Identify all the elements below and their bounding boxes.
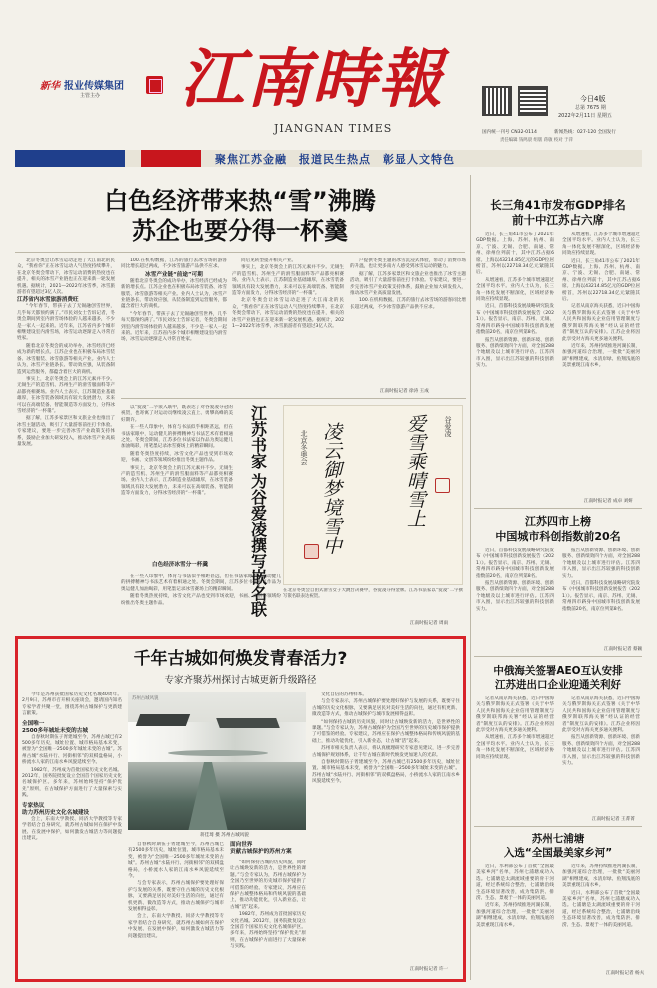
cn-code: 国内统一刊号 CN32-0114 <box>482 130 537 135</box>
masthead <box>0 0 657 150</box>
paragraph: 随着冬奥热度持续，冰雪文化产品也受到市场欢迎，书画、文创等领域纷纷推出冬奥主题作品。 <box>121 594 281 606</box>
paragraph: 自春秋时期伍子胥建城至今，苏州古城已有2500多年历史，城址位置、城市格局基本未变，被誉为“全国唯一2500多年城址未变的古城”。苏州古城“水陆并行、河街相邻”的双棋盘格局，小桥流水人家的江南水乡风貌延续至今。 <box>128 842 224 880</box>
paragraph: 近日，水利部公布了首批“全国最美家乡河”名单，苏州七浦塘成功入选。七浦塘是太湖流域重要的骨干河道，经过系统综合整治，七浦塘沿线生态环境显著改善，成为集防洪、排涝、生态、景观于一体的美丽河道。 <box>562 890 640 928</box>
paragraph: 近日，首都科技发展战略研究院发布《中国城市科技创新发展报告（2021）》。报告显示，南京、苏州、无锡、常州四市跻身中国城市科技创新发展指数前20名，南京位列第8名。 <box>476 548 554 579</box>
seal-icon <box>146 76 163 94</box>
paragraph: 报告从创新资源、创新环境、创新服务、创新绩效四个方面，对全国288个地级及以上城市进行评估。江苏四市入围，显示出江苏较强的科技创新实力。 <box>562 548 640 579</box>
lead-byline: 江南时报记者 徐涛 王成 <box>380 389 429 394</box>
right-bottom-title-1: 苏州七浦塘 <box>531 833 585 845</box>
paragraph: 记者从南京海关获悉，近日中国海关与俄罗斯海关正式签署《关于中华人民共和国海关企业信用管理制度与俄罗斯联邦海关署“经认证的经营者”制度互认的安排》。江苏企业将因此享受对方海关更多通关便利。 <box>562 696 640 734</box>
right-top-byline: 江南时报记者 成卓 刘妍 <box>584 499 633 504</box>
section-subhead: 江苏省内冰雪旅游消费旺 <box>17 297 79 304</box>
newspaper-title: 江南時報 <box>180 42 444 117</box>
right-mid-title-1: 江苏四市上榜 <box>525 515 591 528</box>
feature-subtitle: 专家齐聚苏州探讨古城更新升级路径 <box>164 675 317 686</box>
paragraph: 1982年，苏州成为首批国家历史文化名城。2012年，国务院批复设立全国首个国家历史文化名城保护区。多年来，苏州始终坚持“保护优先”原则，在古城保护方面进行了大量探索与实践。 <box>22 767 122 799</box>
lead-title-line1: 白色经济带来热“雪”沸腾 <box>104 187 376 215</box>
feature-col-3 <box>230 860 306 976</box>
paragraph: “今年春节，带孩子去了无锡融创雪世界，几乎每天都预约满了。”市民刘女士告诉记者，冬奥会期间到室内滑雪场体验的人越来越多，不少是一家人一起来的。近年来，江苏省内多个城市相继建设室内滑雪场，冰雪运动逐渐走入寻常百姓家。 <box>17 304 115 342</box>
paragraph: “如何保持古城的历史风貌，同时让古城焕发新的活力，是世界性的课题。”与会专家认为，苏州古城保护为全国乃至世界的历史城市保护提供了可借鉴的经验。专家建议，苏州应在保护古城整体格局和传统风貌的基础上，推动功能优化，引入新业态，让古城“活”起来。 <box>312 719 460 744</box>
seal-stamp-icon <box>435 478 450 493</box>
paragraph: 记者从南京海关获悉，近日中国海关与俄罗斯海关正式签署《关于中华人民共和国海关企业信用管理制度与俄罗斯联邦海关署“经认证的经营者”制度互认的安排》。江苏企业将因此享受对方海关更多通关便利。 <box>476 696 554 734</box>
paragraph: 据了解，江苏多家景区和文旅企业也推出了冰雪主题活动，吸引了大量游客前往打卡体验。专家建议，要进一步完善冰雪产业政策支持体系，鼓励企业加大研发投入，推动冰雪产业高质量发展。 <box>17 416 115 447</box>
issue-number: 总第 7675 期 <box>575 105 606 111</box>
lead-col-1 <box>17 258 115 638</box>
feature-col-2 <box>128 842 224 976</box>
paragraph: 近日，水利部公布了首批“全国最美家乡河”名单，苏州七浦塘成功入选。七浦塘是太湖流域重要的骨干河道，经过系统综合整治，七浦塘沿线生态环境显著改善，成为集防洪、排涝、生态、景观于一体的美丽河道。 <box>476 864 554 902</box>
paragraph: 今年是苏州获批国家历史文化名城40周年。2月9日，苏州市召开相关座谈会，邀请国内知名专家学者共聚一堂，围绕苏州古城保护与更新建言献策。 <box>22 692 122 717</box>
section-subhead: 助力苏州历史文化名城建设 <box>22 809 90 816</box>
paragraph: “今年春节，带孩子去了无锡融创雪世界，几乎每天都预约满了。”市民刘女士告诉记者，冬奥会期间到室内滑雪场体验的人越来越多，不少是一家人一起来的。近年来，江苏省内多个城市相继建设室内滑雪场，冰雪运动逐渐走入寻常百姓家。 <box>121 311 227 343</box>
right-bottom-col-a <box>476 864 554 976</box>
qr-code-icon <box>518 86 548 116</box>
right-low-title-2: 江苏进出口企业迎通关利好 <box>495 679 621 691</box>
inscription-left: 北京冬奥会 <box>300 430 308 465</box>
paragraph: 苏州市相关负责人表示，将认真梳理研究专家意见建议，进一步完善古城保护规划体系，让千年古城在新时代焕发更加迷人的光彩。 <box>312 746 460 758</box>
poem-column-right: 爱雪乘晴雪上 <box>404 414 426 528</box>
calligraphy-body-2 <box>121 574 281 634</box>
photo-label: 苏州古城风貌 <box>132 696 159 701</box>
paragraph: 户提供冬奥主题的冰雪沉浸式体验，带动了消费市场的升温，也让更多南方人感受到冰雪运动的魅力。 <box>350 258 466 270</box>
paragraph: 近年来，苏州持续推进河湖长制，加强河道综合治理，一批批“美丽河湖”相继建成，水清岸绿、鱼翔浅底的美景重现江南水乡。 <box>562 864 640 889</box>
paragraph: 会上，东南大学教授、同济大学教授等专家学者结合自身研究，就苏州古城如何在保护中发展、在发展中保护，如何激发古城活力等问题提出建议。 <box>128 914 224 939</box>
newspaper-subtitle: JIANGNAN TIMES <box>274 122 393 135</box>
paragraph: 100.在机构数据，江苏的旅行去冰雪场的游客同比增长超过两成，不少冰雪旅游产品供不应求。 <box>350 298 466 310</box>
paragraph: 近年来，苏州持续推进河湖长制，加强河道综合治理，一批批“美丽河湖”相继建成，水清岸绿、鱼翔浅底的美景重现江南水乡。 <box>562 343 640 369</box>
paragraph: 自春秋时期伍子胥建城至今，苏州古城已有2500多年历史，城址位置、城市格局基本未变，被誉为“全国唯一2500多年城址未变的古城”。苏州古城“水陆并行、河街相邻”的双棋盘格局，小桥流水人家的江南水乡风貌延续至今。 <box>312 760 460 785</box>
right-mid-col-a <box>476 548 554 652</box>
group-prefix: 新华 <box>40 81 60 92</box>
feature-col3-head <box>230 842 306 856</box>
calligraphy-subhead: 白色经济冰雪分一杯羹 <box>152 562 208 568</box>
paragraph: 报告从创新资源、创新环境、创新服务、创新绩效四个方面，对全国288个地级及以上城市进行评估。江苏四市入围，显示出江苏较强的科技创新实力。 <box>562 735 640 767</box>
paragraph: 与会专家表示，苏州古城保护要处理好保护与发展的关系，既要守住古城的历史文化根脉，又要满足居民对美好生活的向往，通过有机更新、微改造等方式，推动古城保护与城市发展相得益彰。 <box>312 699 460 718</box>
lead-col-2 <box>121 258 227 398</box>
paragraph: 会上，东南大学教授、同济大学教授等专家学者结合自身研究，就苏州古城如何在保护中发展、在发展中保护，如何激发古城活力等问题提出建议。 <box>22 816 122 841</box>
paragraph: 与会专家表示，苏州古城保护要处理好保护与发展的关系，既要守住古城的历史文化根脉，又要满足居民对美好生活的向往，通过有机更新、微改造等方式，推动古城保护与城市发展相得益彰。 <box>128 881 224 913</box>
paragraph: 近日，首都科技发展战略研究院发布《中国城市科技创新发展报告（2021）》。报告显示，南京、苏州、无锡、常州四市跻身中国城市科技创新发展指数前20名，南京位列第8名。 <box>476 304 554 336</box>
group-sub: 主管主办 <box>80 93 101 99</box>
right-top-col-b <box>562 232 640 496</box>
editors: 责任编辑 钱鸣晨 组版 蒋敏 校对 于萍 <box>500 138 573 143</box>
feature-byline: 江南时报记者 许一 <box>410 967 449 972</box>
group-name: 报业传媒集团 <box>64 81 124 92</box>
right-top-title-2: 前十中江苏占六席 <box>512 213 604 227</box>
right-mid-headline <box>474 514 642 544</box>
right-low-col-b <box>562 696 640 814</box>
right-low-col-a <box>476 696 554 822</box>
paragraph: 在一些人印象中，体育与书法似乎相距甚远，但在书法家眼中，运动健儿的拼搏精神与书法艺术有着相通之处。冬奥会期间，江苏多位书法家以作品为奥运健儿加油喝彩，用笔墨记录冰雪赛场上的精彩瞬间。 <box>121 425 233 450</box>
feature-col-1 <box>22 692 122 978</box>
paragraph: “如何保持古城的历史风貌，同时让古城焕发新的活力，是世界性的课题。”与会专家认为，苏州古城保护为全国乃至世界的历史城市保护提供了可借鉴的经验。专家建议，苏州应在保护古城整体格局和传统风貌的基础上，推动功能优化，引入新业态，让古城“活”起来。 <box>230 860 306 910</box>
paragraph: 事实上，北京冬奥会上的江苏元素并不少。无锡生产的造雪机、苏州生产的滑雪服面料等产品都亮相赛场。业内人士表示，江苏制造业基础雄厚，在冰雪装备领域具有较大发展潜力，未来可以在高端装备、智能制造等方面发力，分得冰雪经济的“一杯羹”。 <box>17 376 115 414</box>
right-low-title-1: 中俄海关签署AEO互认安排 <box>493 665 623 677</box>
paragraph: 在一些人印象中，体育与书法似乎相距甚远，但在书法家眼中，运动健儿的拼搏精神与书法艺术有着相通之处。冬奥会期间，江苏多位书法家以作品为奥运健儿加油喝彩，用笔墨记录冰雪赛场上的精彩瞬间。 <box>121 574 281 592</box>
paragraph: 文化自信的苏州样本。 <box>321 692 367 697</box>
paragraph: 同后见转型提升相关产业。 <box>241 258 297 263</box>
paragraph: 近日，长三角41市公布了2021年GDP数据。上海、苏州、杭州、南京、宁波、无锡、合肥、南通、常州、徐州位列前十，其中江苏占据6席。上海以43214.85亿元的GDP位居榜首，苏州以22718.34亿元紧随其后。 <box>562 258 640 303</box>
paragraph: 随着冬奥热度持续，冰雪文化产品也受到市场欢迎，书画、文创等领域纷纷推出冬奥主题作品。 <box>121 451 233 464</box>
right-low-headline <box>474 664 642 692</box>
paragraph: 随着北京冬奥会的成功举办，冰雪经济已经成为新的增长点。江苏企业也在积极布局冰雪装备、冰雪服装、冰雪旅游等相关产业。业内人士认为，冰雪产业链条长、带动效应强，从装备制造到运营服务，都蕴含着巨大的商机。 <box>121 278 227 310</box>
right-top-col-a <box>476 232 554 504</box>
slogan-banner <box>15 150 642 167</box>
right-top-headline <box>474 198 642 228</box>
paragraph: 北京冬奥会让冰雪运动走进了大江南北的民众，“我看你”正在冰雪运动人气热度持续攀升，在北京冬奥会带动下，冰雪运动消费的热度也在提升，相关的冰雪产业链也正在迎来新一轮发展机遇。据统计，2021—2022年冰雪季，冰雪旅游者有望超过3亿人次。 <box>17 258 115 296</box>
feature-title: 千年古城如何焕发青春活力? <box>133 649 348 669</box>
calligraphy-artwork <box>283 405 463 585</box>
qr-code-icon <box>482 86 512 116</box>
paragraph: 从增速看，江苏多个城市增速超过全国平均水平。业内人士认为，长三角一体化发展不断深化，区域经济协同效应持续显现。 <box>476 735 554 760</box>
paragraph: 近年来，苏州持续推进河湖长制，加强河道综合治理，一批批“美丽河湖”相继建成，水清岸绿、鱼翔浅底的美景重现江南水乡。 <box>476 903 554 928</box>
right-mid-title-2: 中国城市科创指数前20名 <box>495 530 621 543</box>
paragraph: 随着北京冬奥会的成功举办，冰雪经济已经成为新的增长点。江苏企业也在积极布局冰雪装备、冰雪服装、冰雪旅游等相关产业。业内人士认为，冰雪产业链条长、带动效应强，从装备制造到运营服务，都蕴含着巨大的商机。 <box>17 343 115 375</box>
lead-title-line2: 苏企也要分得一杯羹 <box>132 217 348 245</box>
right-bottom-col-b <box>562 864 640 968</box>
paragraph: 100.在机构数据，江苏的旅行去冰雪场的游客同比增长超过两成，不少冰雪旅游产品供不应求。 <box>121 258 227 270</box>
paragraph: 事实上，北京冬奥会上的江苏元素并不少。无锡生产的造雪机、苏州生产的滑雪服面料等产品都亮相赛场。业内人士表示，江苏制造业基础雄厚，在冰雪装备领域具有较大发展潜力，未来可以在高端装备、智能制造等方面发力，分得冰雪经济的“一杯羹”。 <box>121 465 233 497</box>
photo-caption: 蒋佳琦 摄 苏州古城风貌 <box>200 833 249 838</box>
right-mid-col-b <box>562 548 640 644</box>
paragraph: 报告从创新资源、创新环境、创新服务、创新绩效四个方面，对全国288个地级及以上城市进行评估。江苏四市入围，显示出江苏较强的科技创新实力。 <box>476 337 554 369</box>
paragraph: 1982年，苏州成为首批国家历史文化名城。2012年，国务院批复设立全国首个国家历史文化名城保护区。多年来，苏州始终坚持“保护优先”原则，在古城保护方面进行了大量探索与实践。 <box>230 912 306 950</box>
section-subhead: 全国唯一 <box>22 720 45 727</box>
right-mid-byline: 江南时报记者 蔡颖 <box>604 647 643 652</box>
edition-count: 今日4版 <box>580 95 606 103</box>
lead-col-3 <box>232 258 344 398</box>
paragraph: 自春秋时期伍子胥建城至今，苏州古城已有2500多年历史，城址位置、城市格局基本未变，被誉为“全国唯一2500多年城址未变的古城”。苏州古城“水陆并行、河街相邻”的双棋盘格局，小桥流水人家的江南水乡风貌延续至今。 <box>22 734 122 766</box>
section-subhead: 专家热议 <box>22 802 45 809</box>
paragraph: 报告从创新资源、创新环境、创新服务、创新绩效四个方面，对全国288个地级及以上城市进行评估。江苏四市入围，显示出江苏较强的科技创新实力。 <box>476 581 554 612</box>
paragraph: 北京冬奥会让冰雪运动走进了大江南北的民众，“我看你”正在冰雪运动人气热度持续攀升，在北京冬奥会带动下，冰雪运动消费的热度也在提升，相关的冰雪产业链也正在迎来新一轮发展机遇。据统计，2021—2022年冰雪季，冰雪旅游者有望超过3亿人次。 <box>232 298 344 330</box>
section-subhead: 贡献古城保护的苏州方案 <box>230 849 292 855</box>
section-subhead: 2500多年城址未变的古城 <box>22 727 88 734</box>
calligraphy-body <box>121 405 233 555</box>
right-bottom-headline <box>474 832 642 860</box>
paragraph: 据了解，江苏多家景区和文旅企业也推出了冰雪主题活动，吸引了大量游客前往打卡体验。专家建议，要进一步完善冰雪产业政策支持体系，鼓励企业加大研发投入，推动冰雪产业高质量发展。 <box>350 271 466 297</box>
paragraph: 近日，首都科技发展战略研究院发布《中国城市科技创新发展报告（2021）》。报告显示，南京、苏州、无锡、常州四市跻身中国城市科技创新发展指数前20名，南京位列第8名。 <box>562 581 640 612</box>
paragraph: 从增速看，江苏多个城市增速超过全国平均水平。业内人士认为，长三角一体化发展不断深化，区域经济协同效应持续显现。 <box>476 277 554 303</box>
poem-column-left: 凌云御梦境雪中 <box>320 422 342 555</box>
right-bottom-title-2: 入选“全国最美家乡河” <box>503 847 613 859</box>
seal-stamp-icon <box>304 544 319 559</box>
paragraph: 近日，长三角41市公布了2021年GDP数据。上海、苏州、杭州、南京、宁波、无锡、合肥、南通、常州、徐州位列前十，其中江苏占据6席。上海以43214.85亿元的GDP位居榜首，苏州以22718.34亿元紧随其后。 <box>476 232 554 276</box>
calligraphy-title-part2: 为谷爱凌撰写嵌名联 <box>248 473 268 617</box>
right-bottom-byline: 江南时报记者 杨夫 <box>606 971 645 976</box>
right-low-byline: 江南时报记者 王菁菁 <box>592 817 635 822</box>
section-subhead: 冰雪产业链“前途”可期 <box>145 271 203 278</box>
group-logo <box>40 74 124 114</box>
lead-col-4 <box>350 258 466 386</box>
paragraph: 从增速看，江苏多个城市增速超过全国平均水平。业内人士认为，长三角一体化发展不断深化，区域经济协同效应持续显现。 <box>562 232 640 257</box>
calligraphy-byline: 江南时报记者 周雨 <box>410 621 449 626</box>
right-top-title-1: 长三角41市发布GDP排名 <box>490 198 626 212</box>
issue-date: 2022年2月11日 星期五 <box>558 113 612 119</box>
paragraph: 记者从南京海关获悉，近日中国海关与俄罗斯海关正式签署《关于中华人民共和国海关企业信用管理制度与俄罗斯联邦海关署“经认证的经营者”制度互认的安排》。江苏企业将因此享受对方海关更多通关便利。 <box>562 304 640 342</box>
lead-headline <box>15 186 465 246</box>
hotline: 新闻热线：027-120 全国发行 <box>554 130 616 135</box>
paragraph: 以“爱凌”二字嵌入联中，既表达了对谷爱凌夺冠的祝贺，也寄寓了对运动员继续凌云直上、勇攀高峰的美好期许。 <box>121 405 233 423</box>
feature-col-4 <box>312 692 460 962</box>
inscription-right: 谷爱凌 <box>444 416 452 437</box>
calligraphy-title-part1: 江苏书家 <box>248 405 268 469</box>
paragraph: 事实上，北京冬奥会上的江苏元素并不少。无锡生产的造雪机、苏州生产的滑雪服面料等产品都亮相赛场。业内人士表示，江苏制造业基础雄厚，在冰雪装备领域具有较大发展潜力，未来可以在高端装备、智能制造等方面发力，分得冰雪经济的“一杯羹”。 <box>232 265 344 297</box>
calligraphy-caption: 在北京冬奥会自由式滑雪女子大跳台决赛中，谷爱凌夺得金牌。江苏书法家以“爱凌”二字撰写嵌名联表达祝贺。 <box>283 588 463 599</box>
feature-photo <box>128 692 306 830</box>
section-subhead: 面向世界 <box>230 842 253 848</box>
slogan-text: 聚焦江苏金融 报道民生热点 彰显人文特色 <box>215 153 455 166</box>
